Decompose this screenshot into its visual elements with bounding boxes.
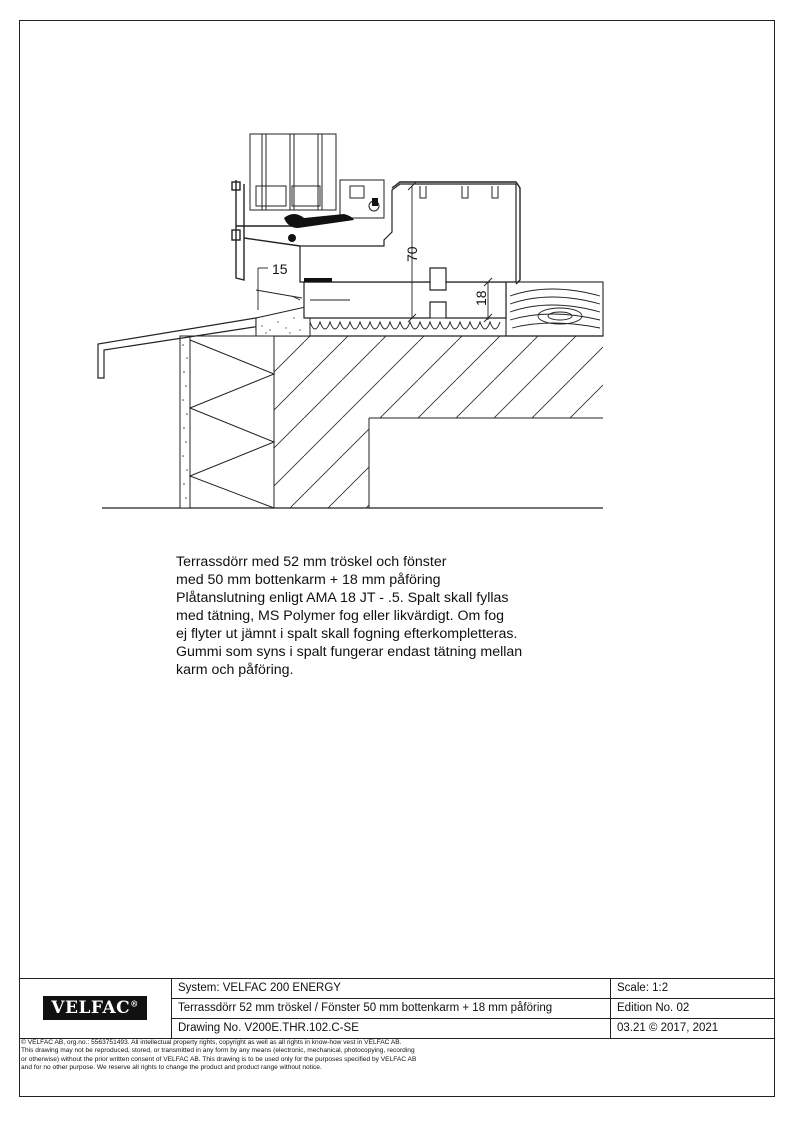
bottom-frame [300,184,516,282]
render-layer [180,336,190,508]
sealant-bed [256,306,310,336]
system-field: System: VELFAC 200 ENERGY [178,982,341,994]
glazing-unit [250,134,384,218]
note-line: Terrassdörr med 52 mm tröskel och fönster [176,554,447,570]
dim-15-label: 15 [272,261,288,277]
copyright-line: or otherwise) without the prior written consent of VELFAC AB. This drawing is to be used only for the purposes specified by VELFAC AB [21,1055,417,1063]
concrete-slab [274,336,603,508]
copyright-line: and for no other purpose. We reserve all rights to change the product and product range without notice. [21,1064,322,1072]
copyright-notice [21,1039,641,1073]
note-line: med tätning, MS Polymer fog eller likvärdigt. Om fog [176,608,505,624]
title-block [19,978,775,1098]
logo-area [19,978,171,1038]
scale-field: Scale: 1:2 [617,982,669,994]
timber-end-grain [506,282,603,336]
dim-18-label: 18 [473,290,489,306]
insulation-layer [190,336,274,508]
note-line: ej flyter ut jämnt i spalt skall fogning efterkompletteras. [176,626,518,642]
note-line: med 50 mm bottenkarm + 18 mm påföring [176,572,441,588]
edition-field: Edition No. 02 [617,1002,690,1014]
dim-70-label: 70 [404,246,420,262]
note-line: karm och påföring. [176,662,294,678]
packing-strip [310,318,506,336]
note-line: Plåtanslutning enligt AMA 18 JT - .5. Spalt skall fyllas [176,590,509,606]
description-field: Terrassdörr 52 mm tröskel / Fönster 50 mm bottenkarm + 18 mm påföring [178,1002,553,1014]
copyright-line: This drawing may not be reproduced, stored, or transmitted in any form by any means (electronic, mechanical, photocopying, recording [21,1047,415,1055]
velfac-logo: VELFAC® [43,996,146,1020]
note-line: Gummi som syns i spalt fungerar endast tätning mellan [176,644,523,660]
drawing-notes [176,553,596,679]
drawing-number-field: Drawing No. V200E.THR.102.C-SE [178,1022,359,1034]
copyright-line: © VELFAC AB, org.no.: 5563751493. All intellectual property rights, copyright as well as all rights in know-how vest in VELFAC AB. [21,1039,402,1046]
date-field: 03.21 © 2017, 2021 [617,1022,719,1034]
